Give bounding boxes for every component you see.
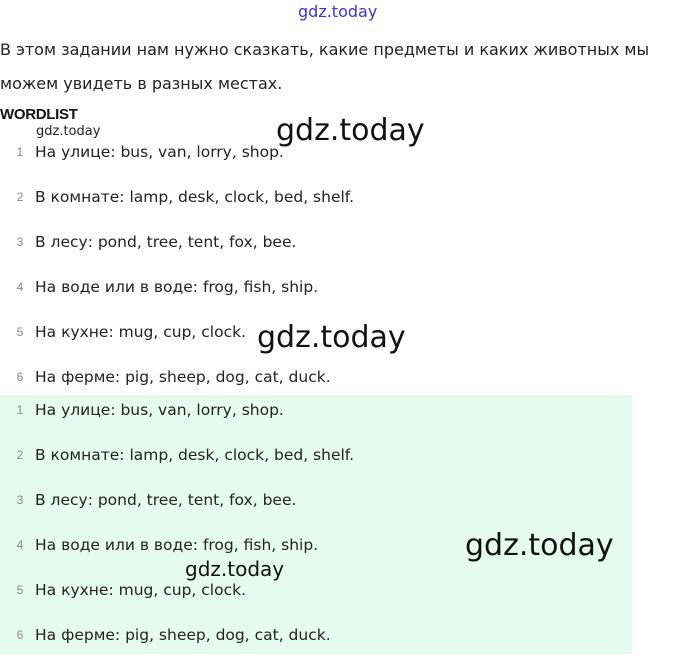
item-text: На воде или в воде: frog, fish, ship. — [35, 278, 319, 296]
item-number: 2 — [16, 190, 24, 204]
item-number: 2 — [16, 448, 24, 462]
item-number: 4 — [16, 538, 24, 552]
item-text: На кухне: mug, cup, clock. — [35, 581, 246, 599]
item-text: На ферме: pig, sheep, dog, cat, duck. — [35, 626, 331, 644]
wordlist-heading: WORDLIST — [0, 106, 78, 123]
list-item — [0, 227, 632, 272]
watermark-top: gdz.today — [298, 2, 378, 21]
item-number: 5 — [16, 583, 24, 597]
list-item — [0, 485, 632, 530]
item-text: В лесу: pond, tree, tent, fox, bee. — [35, 233, 297, 251]
item-number: 1 — [16, 145, 24, 159]
intro-text — [0, 33, 676, 101]
item-text: На ферме: pig, sheep, dog, cat, duck. — [35, 368, 331, 386]
item-text: На воде или в воде: frog, fish, ship. — [35, 536, 319, 554]
watermark-large-3: gdz.today — [465, 528, 614, 563]
list-item — [0, 182, 632, 227]
item-number: 3 — [16, 235, 24, 249]
item-text: На улице: bus, van, lorry, shop. — [35, 143, 284, 161]
list-item — [0, 395, 632, 440]
item-number: 3 — [16, 493, 24, 507]
item-text: В комнате: lamp, desk, clock, bed, shelf. — [35, 188, 355, 206]
item-text: На кухне: mug, cup, clock. — [35, 323, 246, 341]
item-text: На улице: bus, van, lorry, shop. — [35, 401, 284, 419]
watermark-small-heading: gdz.today — [36, 124, 101, 139]
wordlist-answer-highlighted — [0, 395, 632, 654]
list-item — [0, 620, 632, 665]
list-item — [0, 575, 632, 620]
wordlist-original — [0, 137, 632, 407]
item-number: 6 — [16, 628, 24, 642]
item-number: 1 — [16, 403, 24, 417]
item-text: В комнате: lamp, desk, clock, bed, shelf. — [35, 446, 355, 464]
watermark-large-2: gdz.today — [257, 320, 406, 355]
item-number: 4 — [16, 280, 24, 294]
list-item — [0, 440, 632, 485]
item-text: В лесу: pond, tree, tent, fox, bee. — [35, 491, 297, 509]
watermark-large-1: gdz.today — [276, 113, 425, 148]
list-item — [0, 272, 632, 317]
item-number: 5 — [16, 325, 24, 339]
intro-line-2: можем увидеть в разных местах. — [0, 74, 283, 93]
watermark-medium: gdz.today — [185, 557, 285, 581]
intro-line-1: В этом задании нам нужно сказкать, какие предметы и каких животных мы — [0, 40, 650, 59]
item-number: 6 — [16, 370, 24, 384]
